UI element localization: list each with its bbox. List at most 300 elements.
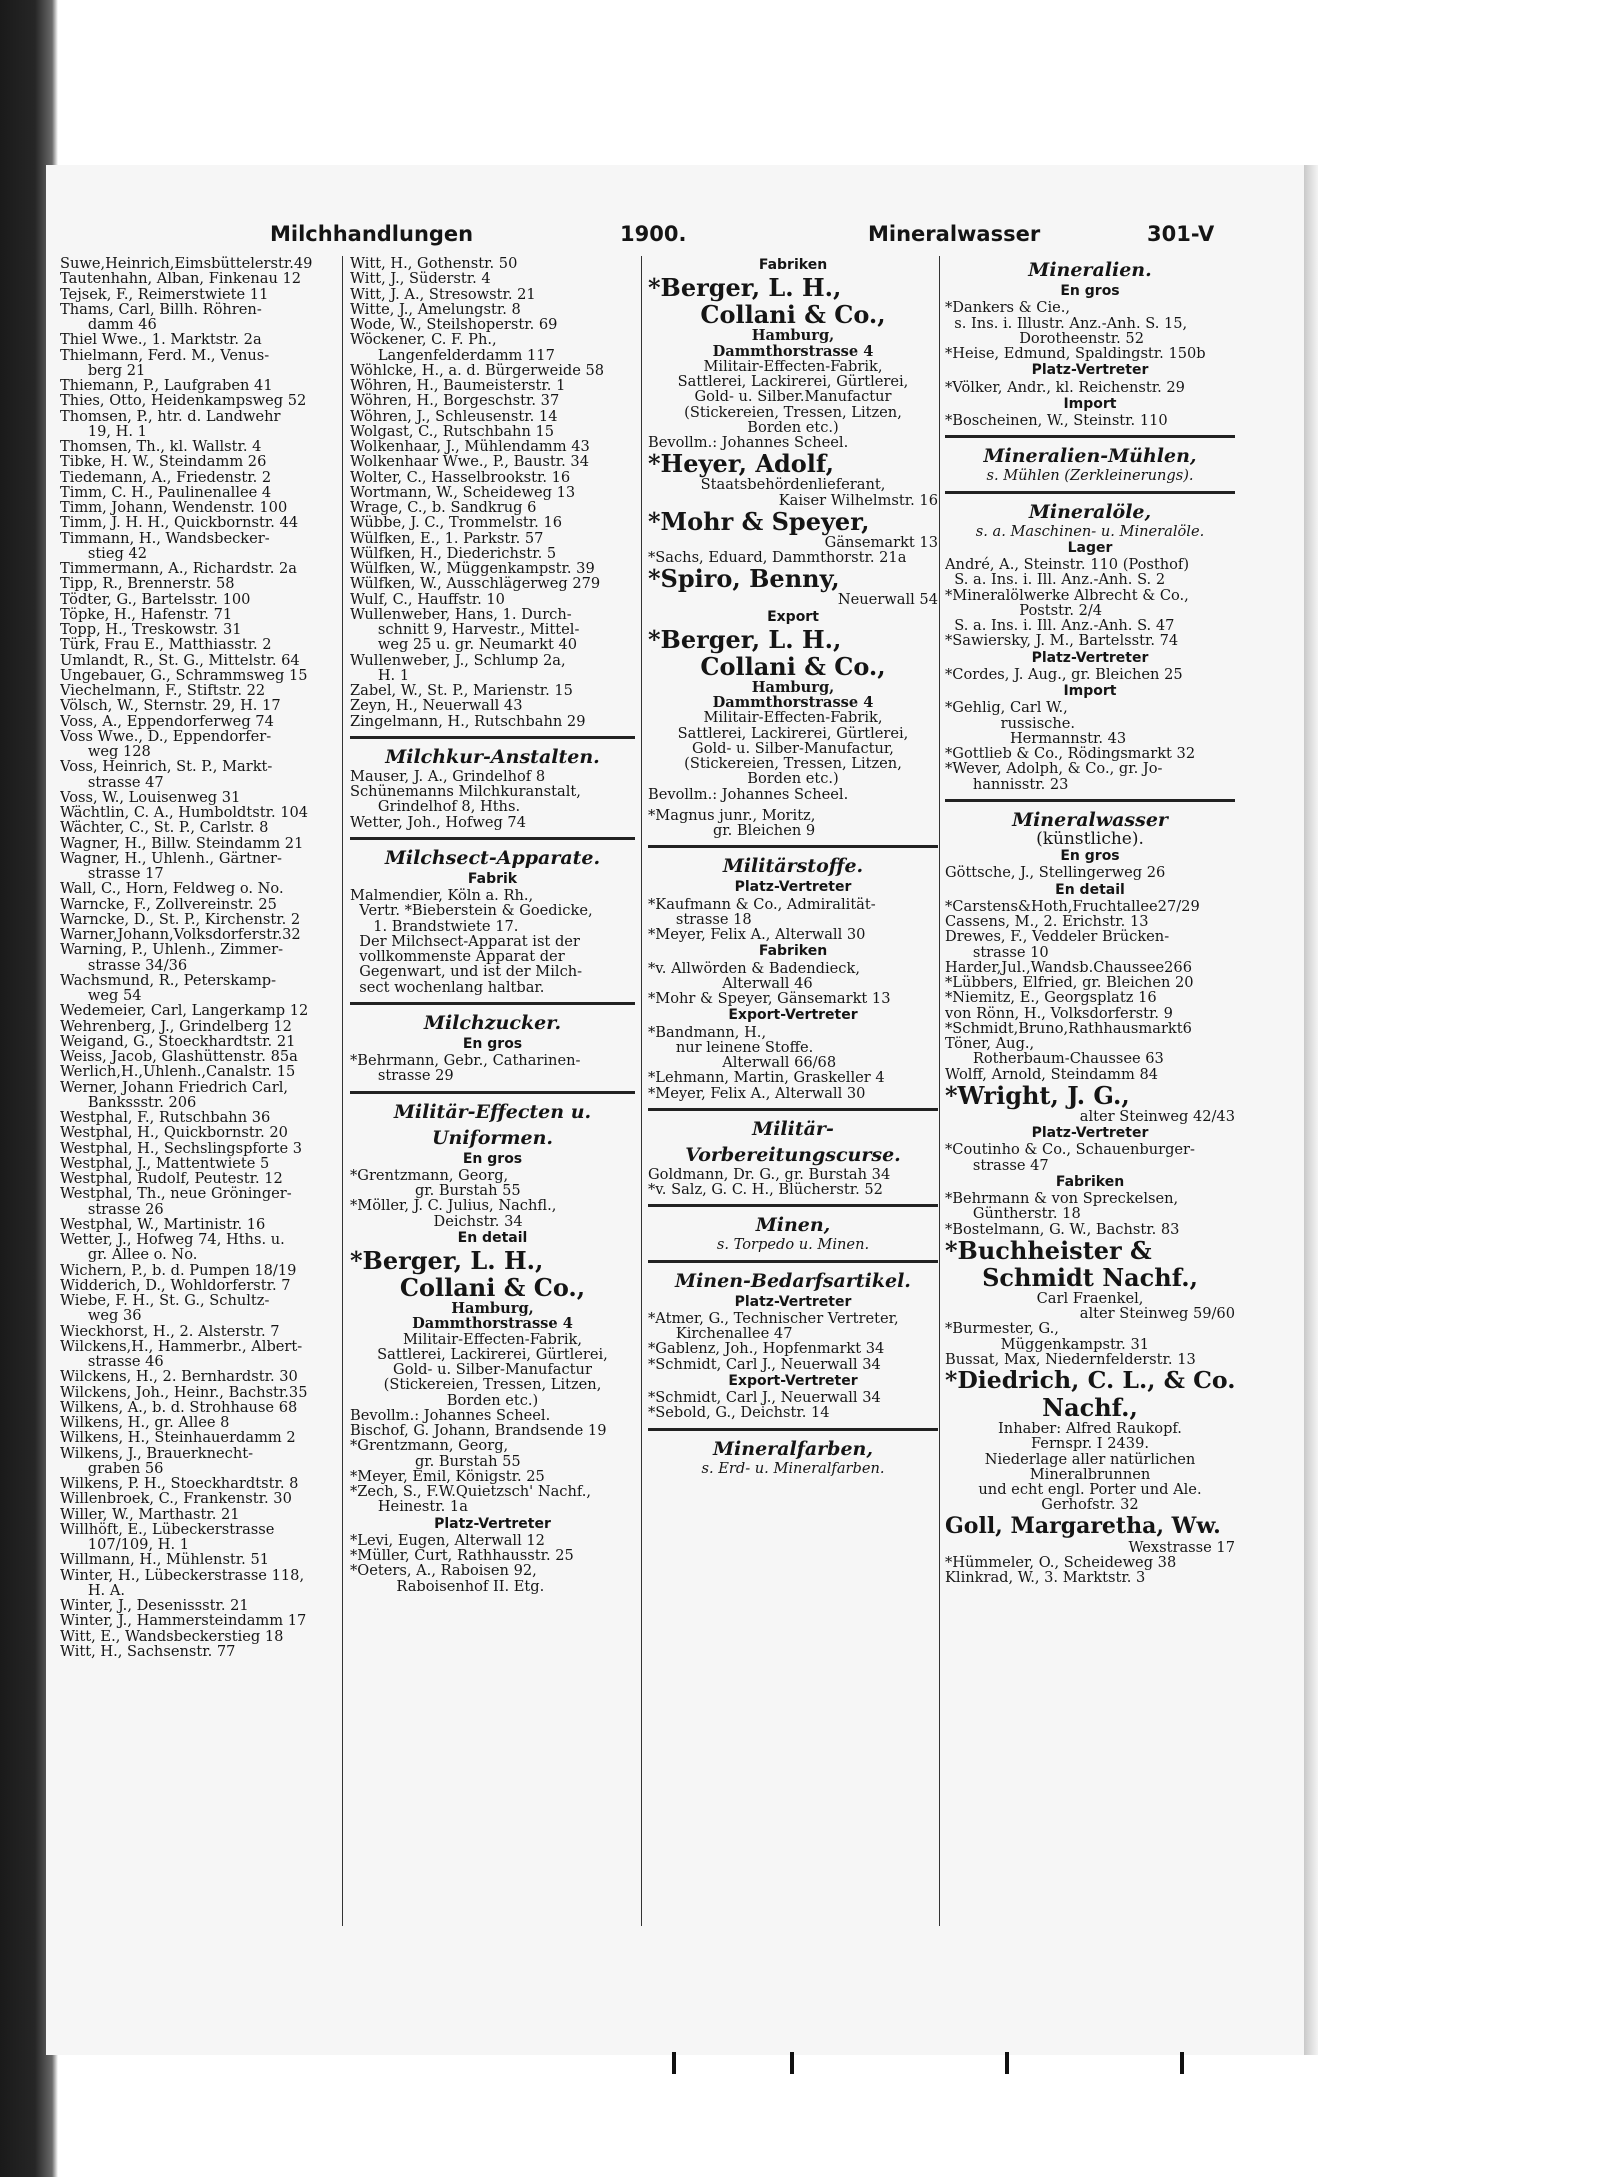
entry-line: Tejsek, F., Reimerstwiete 11 (60, 285, 269, 303)
entry-line: Niederlage aller natürlichen (984, 1450, 1196, 1468)
entry-line: *Grentzmann, Georg, (350, 1437, 509, 1455)
section-rule (350, 1002, 635, 1005)
entry-line: *Möller, J. C. Julius, Nachfl., (350, 1197, 557, 1215)
entry-line: strasse 10 (945, 943, 1049, 961)
section-title: Minen, (755, 1214, 831, 1237)
section-rule (648, 1108, 938, 1111)
entry-line: Militair-Effecten-Fabrik, (402, 1330, 583, 1348)
subheading: Export-Vertreter (728, 1372, 858, 1389)
entry-line: Wächtlin, C. A., Humboldtstr. 104 (60, 804, 309, 821)
cross-reference: s. Erd- u. Mineralfarben. (701, 1459, 885, 1477)
entry-line: Warning, P., Uhlenh., Zimmer- (60, 941, 284, 959)
entry-line: Wolkenhaar, J., Mühlendamm 43 (350, 438, 590, 455)
entry-line: Wöhlcke, H., a. d. Bürgerweide 58 (350, 361, 605, 379)
entry-line: *Mineralölwerke Albrecht & Co., (945, 586, 1189, 604)
subheading: Fabriken (758, 257, 828, 273)
entry-line: Wübbe, J. C., Trommelstr. 16 (350, 514, 563, 532)
advert-name: Collani & Co., (700, 651, 886, 681)
entry-line: Bussat, Max, Niedernfelderstr. 13 (945, 1350, 1196, 1368)
section-title: Vorbereitungscurse. (685, 1143, 901, 1166)
entry-line: alter Steinweg 42/43 (1079, 1107, 1235, 1125)
entry-line: Winter, H., Lübeckerstrasse 118, (60, 1566, 305, 1584)
entry-line: Wagner, H., Billw. Steindamm 21 (60, 834, 304, 852)
entry-line: Gänsemarkt 13 (824, 533, 938, 551)
subheading: Platz-Vertreter (434, 1515, 551, 1532)
entry-line: Wolkenhaar Wwe., P., Baustr. 34 (350, 453, 589, 471)
advert-bevollm: Bevollm.: Johannes Scheel. (648, 785, 849, 803)
milchhandlungen-continued (350, 256, 635, 729)
entry-line: Witt, J., Süderstr. 4 (350, 270, 491, 288)
entry-line: H. A. (60, 1581, 126, 1599)
entry-line: Wetter, Joh., Hofweg 74 (350, 813, 527, 831)
section-entries (945, 667, 1235, 682)
entry-line: *Meyer, Felix A., Alterwall 30 (648, 926, 866, 943)
entry-line: Wolff, Arnold, Steindamm 84 (945, 1065, 1159, 1083)
subheading: En gros (462, 1150, 523, 1167)
subheading: Import (1063, 395, 1117, 412)
entry-line: Völsch, W., Sternstr. 29, H. 17 (60, 697, 281, 715)
entry-line: Grindelhof 8, Hths. (350, 798, 521, 816)
subheading: Platz-Vertreter (1031, 649, 1149, 666)
entry-line: Wöckener, C. F. Ph., (350, 331, 497, 349)
entry-line: berg 21 (60, 361, 146, 379)
entry-line: Wilkens, H., Steinhauerdamm 2 (60, 1429, 296, 1447)
entry-line: Wilckens, Joh., Heinr., Bachstr.35 (60, 1383, 308, 1401)
entry-line: strasse 18 (648, 910, 752, 928)
entry-line: Viechelmann, F., Stiftstr. 22 (60, 682, 266, 699)
advert-lines (648, 359, 938, 435)
section-title: Militär-Effecten u. (393, 1100, 592, 1123)
entry-line: Wülfken, E., 1. Parkstr. 57 (350, 529, 544, 547)
section-title: Milchsect-Apparate. (384, 846, 601, 869)
advert-name: *Wright, J. G., (945, 1080, 1130, 1110)
entry-line: Wilckens,H., Hammerbr., Albert- (60, 1337, 303, 1355)
section-rule (648, 1204, 938, 1207)
entry-line: Wexstrasse 17 (1128, 1538, 1235, 1556)
entry-line: Sattlerei, Lackirerei, Gürtlerei, (677, 724, 909, 742)
section-entries (945, 1142, 1235, 1173)
entry-line: Tautenhahn, Alban, Finkenau 12 (60, 270, 302, 288)
entry-line: Wortmann, W., Scheideweg 13 (350, 483, 576, 501)
advert-city: Hamburg, (451, 1300, 534, 1317)
entry-line: Raboisenhof II. Etg. (350, 1577, 545, 1595)
section-entries (648, 1025, 938, 1101)
entry-line: Wächter, C., St. P., Carlstr. 8 (60, 819, 269, 837)
entry-line: Wülfken, W., Müggenkampstr. 39 (350, 560, 595, 577)
entry-line: gr. Burstah 55 (350, 1182, 521, 1199)
section-title: Militärstoffe. (722, 855, 864, 878)
section-entries (350, 1168, 635, 1229)
entry-line: Militair-Effecten-Fabrik, (703, 357, 883, 375)
entry-line: *Dankers & Cie., (945, 299, 1071, 317)
entry-line: gr. Bleichen 9 (648, 822, 816, 839)
entry-line: *Gottlieb & Co., Rödingsmarkt 32 (945, 745, 1196, 762)
entry-line: Willer, W., Marthastr. 21 (60, 1505, 240, 1523)
entry-line: strasse 47 (60, 773, 164, 791)
subheading: Fabriken (1055, 1173, 1125, 1190)
entry-line: Sattlerei, Lackirerei, Gürtlerei, (377, 1345, 608, 1363)
entry-line: schnitt 9, Harvestr., Mittel- (350, 621, 580, 638)
advert-name: Collani & Co., (399, 1273, 586, 1302)
entry-line: Wulf, C., Hauffstr. 10 (350, 590, 505, 608)
running-head-year: 1900. (620, 222, 687, 246)
entry-line: Wilkens, J., Brauerknecht- (60, 1444, 254, 1462)
entry-line: Westphal, Rudolf, Peutestr. 12 (60, 1170, 283, 1187)
column-3 (648, 256, 938, 1936)
entry-line: Zabel, W., St. P., Marienstr. 15 (350, 682, 573, 699)
entry-line: Westphal, H., Sechslingspforte 3 (60, 1139, 303, 1157)
section-rule (648, 1428, 938, 1431)
entry-line: Timmermann, A., Richardstr. 2a (60, 560, 297, 577)
entry-line: Deichstr. 34 (350, 1212, 523, 1230)
entry-line: Wolgast, C., Rutschbahn 15 (350, 422, 555, 440)
entry-line: Suwe,Heinrich,Eimsbüttelerstr.49 (60, 256, 313, 272)
section-entries (945, 300, 1235, 361)
entry-line: Timm, C. H., Paulinenallee 4 (60, 483, 272, 501)
entry-line: Malmendier, Köln a. Rh., (350, 887, 534, 904)
section-title: Mineralöle, (1028, 500, 1152, 523)
entry-line: Ungebauer, G., Schrammsweg 15 (60, 666, 308, 684)
entry-line: Wolter, C., Hasselbrookstr. 16 (350, 468, 571, 486)
section-entries (945, 899, 1235, 1082)
entry-line: *Oeters, A., Raboisen 92, (350, 1562, 537, 1580)
entry-line: Langenfelderdamm 117 (350, 346, 555, 364)
entry-line: Schünemanns Milchkuranstalt, (350, 783, 581, 800)
entry-line: Rotherbaum-Chaussee 63 (945, 1050, 1164, 1068)
section-entries (945, 413, 1235, 428)
entry-line: *Behrmann, Gebr., Catharinen- (350, 1052, 581, 1069)
entry-line: Klinkrad, W., 3. Marktstr. 3 (945, 1569, 1146, 1586)
entry-line: von Rönn, H., Volksdorferstr. 9 (945, 1004, 1173, 1022)
entry-line: *Sawiersky, J. M., Bartelsstr. 74 (945, 632, 1179, 650)
entry-line: Voss, W., Louisenweg 31 (60, 788, 241, 806)
cross-reference: s. Mühlen (Zerkleinerungs). (986, 467, 1194, 485)
subheading: Fabrik (467, 870, 518, 887)
section-entries (648, 1167, 938, 1198)
scan-mark (672, 2052, 676, 2074)
entry-line: Wachsmund, R., Peterskamp- (60, 971, 277, 989)
section-title: Milchzucker. (423, 1011, 562, 1034)
advert-name: *Spiro, Benny, (648, 564, 840, 594)
section-title: Uniformen. (431, 1126, 554, 1149)
entry-line: Goldmann, Dr. G., gr. Burstah 34 (648, 1165, 891, 1183)
entry-line: russische. (945, 714, 1076, 732)
entry-line: H. 1 (350, 666, 410, 684)
entry-line: Vertr. *Bieberstein & Goedicke, (350, 902, 593, 920)
entry-line: strasse 29 (350, 1067, 454, 1085)
subheading: En gros (462, 1035, 523, 1052)
subheading: Platz-Vertreter (1031, 362, 1149, 379)
entry-line: Heinestr. 1a (350, 1498, 468, 1516)
entry-line: *v. Allwörden & Badendieck, (648, 959, 860, 977)
scan-mark (1005, 2052, 1009, 2074)
entry-line: Thomsen, Th., kl. Wallstr. 4 (60, 438, 262, 455)
entry-line: Tipp, R., Brennerstr. 58 (60, 575, 235, 593)
entry-line: Thiel Wwe., 1. Marktstr. 2a (60, 331, 262, 349)
section-title: Mineralfarben, (713, 1437, 873, 1460)
entry-line: strasse 26 (60, 1200, 164, 1218)
advert-name: Schmidt Nachf., (982, 1262, 1198, 1292)
entry-line: Borden etc.) (747, 418, 839, 436)
entry-line: *Lehmann, Martin, Graskeller 4 (648, 1069, 885, 1087)
section-rule (350, 736, 635, 739)
section-rule (350, 837, 635, 840)
entry-line: *Grentzmann, Georg, (350, 1166, 509, 1184)
entry-line: sect wochenlang haltbar. (350, 978, 545, 996)
entry-line: *Völker, Andr., kl. Reichenstr. 29 (945, 378, 1185, 396)
advert-name: *Diedrich, C. L., & Co. (945, 1366, 1235, 1394)
entry-line: *Carstens&Hoth,Fruchtallee27/29 (945, 897, 1200, 915)
entry-line: Voss Wwe., D., Eppendorfer- (60, 727, 272, 745)
advert-bevollm: Bevollm.: Johannes Scheel. (648, 434, 849, 451)
entry-line: Winter, J., Desenissstr. 21 (60, 1597, 249, 1614)
entry-line: *Schmidt,Bruno,Rathhausmarkt6 (945, 1019, 1192, 1037)
entry-line: Voss, A., Eppendorferweg 74 (60, 712, 274, 730)
advert-city: Hamburg, (751, 327, 835, 345)
entry-line: Timmann, H., Wandsbecker- (60, 529, 270, 547)
page-number: 301-V (1147, 222, 1215, 246)
entry-line: Timm, J. H. H., Quickbornstr. 44 (60, 514, 299, 532)
section-entries (350, 769, 635, 830)
entry-line: S. a. Ins. i. Ill. Anz.-Anh. S. 2 (945, 571, 1166, 589)
entry-line: Gold- u. Silber-Manufactur (393, 1361, 592, 1378)
entry-line: gr. Burstah 55 (350, 1452, 521, 1470)
entry-line: 107/109, H. 1 (60, 1536, 190, 1553)
entry-line: Werlich,H.,Uhlenh.,Canalstr. 15 (60, 1063, 296, 1081)
entry-line: vollkommenste Apparat der (350, 948, 565, 965)
entry-line: Wöhren, H., Borgeschstr. 37 (350, 392, 560, 410)
entry-line: *Lübbers, Elfried, gr. Bleichen 20 (945, 974, 1194, 991)
section-rule (945, 799, 1235, 802)
subheading: Import (1063, 683, 1117, 699)
entry-line: Wrage, C., b. Sandkrug 6 (350, 499, 537, 516)
column-rule (342, 256, 343, 1926)
entry-line: Wehrenberg, J., Grindelberg 12 (60, 1017, 292, 1035)
entry-line: *Mohr & Speyer, Gänsemarkt 13 (648, 990, 891, 1007)
entry-line: Zeyn, H., Neuerwall 43 (350, 697, 523, 715)
advert-name: *Buchheister & (945, 1235, 1152, 1265)
entry-line: (Stickereien, Tressen, Litzen, (684, 403, 902, 421)
entry-line: Wilckens, H., 2. Bernhardstr. 30 (60, 1368, 298, 1386)
entry-line: Willmann, H., Mühlenstr. 51 (60, 1551, 270, 1569)
subheading: Platz-Vertreter (734, 879, 852, 896)
entry-line: S. a. Ins. i. Ill. Anz.-Anh. S. 47 (945, 617, 1175, 634)
entry-line: Wullenweber, J., Schlump 2a, (350, 651, 566, 669)
advert-name: *Berger, L. H., (350, 1246, 544, 1275)
entry-line: Thiemann, P., Laufgraben 41 (60, 377, 273, 394)
section-entries (350, 1053, 635, 1084)
entry-line: Harder,Jul.,Wandsb.Chaussee266 (945, 958, 1193, 976)
column-4 (945, 256, 1235, 1936)
entry-line: Fernspr. I 2439. (1030, 1435, 1149, 1453)
entry-line: *Gablenz, Joh., Hopfenmarkt 34 (648, 1340, 885, 1358)
section-rule (945, 491, 1235, 494)
entry-line: Militair-Effecten-Fabrik, (703, 709, 883, 727)
entry-line: Wülfken, W., Ausschlägerweg 279 (350, 575, 601, 593)
entry-line: Cassens, M., 2. Erichstr. 13 (945, 913, 1149, 930)
entry-line: *Bostelmann, G. W., Bachstr. 83 (945, 1220, 1180, 1238)
section-title: Mineralien-Mühlen, (983, 445, 1197, 468)
entry-line: Wode, W., Steilshoperstr. 69 (350, 316, 558, 333)
entry-line: *Zech, S., F.W.Quietzsch' Nachf., (350, 1483, 592, 1500)
section-entries (945, 1321, 1235, 1367)
entry-line: Dorotheenstr. 52 (945, 329, 1144, 347)
entry-line: Kirchenallee 47 (648, 1325, 793, 1342)
entry-line: weg 36 (60, 1307, 142, 1325)
entry-line: *Wever, Adolph, & Co., gr. Jo- (945, 760, 1163, 778)
advert-lines (945, 1421, 1235, 1513)
entry-line: Weigand, G., Stoeckhardtstr. 21 (60, 1032, 296, 1050)
entry-line: Güntherstr. 18 (945, 1205, 1081, 1223)
entry-line: Westphal, H., Quickbornstr. 20 (60, 1124, 288, 1142)
entry-line: Winter, J., Hammersteindamm 17 (60, 1612, 307, 1630)
entry-line: Neuerwall 54 (837, 591, 938, 609)
entry-line: Sattlerei, Lackirerei, Gürtlerei, (677, 373, 909, 390)
subheading: En detail (1055, 881, 1125, 898)
entry-line: Hermannstr. 43 (945, 729, 1127, 747)
entry-line: 1. Brandstwiete 17. (350, 917, 519, 935)
entry-line: Wagner, H., Uhlenh., Gärtner- (60, 849, 282, 867)
entry-line: strasse 47 (945, 1156, 1049, 1174)
entry-line: Gegenwart, und ist der Milch- (350, 963, 583, 981)
entry-line: Mineralbrunnen (1029, 1465, 1151, 1483)
entry-line: Borden etc.) (747, 770, 839, 788)
entry-line: (Stickereien, Tressen, Litzen, (383, 1376, 602, 1394)
section-rule (648, 1260, 938, 1263)
entry-line: *Magnus junr., Moritz, (648, 806, 816, 824)
entry-line: 19, H. 1 (60, 422, 147, 440)
advert-street: Dammthorstrasse 4 (712, 342, 874, 360)
entry-line: Wilkens, A., b. d. Strohhause 68 (60, 1398, 298, 1416)
entry-line: *Meyer, Felix A., Alterwall 30 (648, 1084, 866, 1102)
entry-line: Witt, H., Gothenstr. 50 (350, 256, 518, 272)
entry-line: Thielmann, Ferd. M., Venus- (60, 346, 270, 364)
entry-line: weg 128 (60, 743, 151, 760)
section-entries (945, 1191, 1235, 1237)
section-entries (350, 888, 635, 995)
entry-line: *Niemitz, E., Georgsplatz 16 (945, 989, 1157, 1007)
section-entries (945, 700, 1235, 792)
entry-line: Wilkens, H., gr. Allee 8 (60, 1414, 230, 1431)
entry-line: nur leinene Stoffe. (648, 1038, 814, 1056)
entry-line: Wichern, P., b. d. Pumpen 18/19 (60, 1261, 297, 1279)
subheading: Platz-Vertreter (1031, 1125, 1149, 1141)
column-2 (350, 256, 635, 1936)
entry-line: strasse 46 (60, 1353, 164, 1370)
section-title: Militär- (752, 1117, 834, 1140)
subheading: Platz-Vertreter (734, 1293, 852, 1310)
advert-street: Dammthorstrasse 4 (412, 1315, 573, 1333)
entry-line: *Atmer, G., Technischer Vertreter, (648, 1309, 899, 1327)
entry-line: Wullenweber, Hans, 1. Durch- (350, 605, 572, 623)
entry-line: Willhöft, E., Lübeckerstrasse (60, 1520, 275, 1538)
entry-line: Töner, Aug., (945, 1035, 1035, 1052)
entry-line: *Kaufmann & Co., Admiralität- (648, 895, 876, 913)
entry-line: stieg 42 (60, 544, 148, 562)
entry-line: *Burmester, G., (945, 1320, 1059, 1338)
advert-city: Hamburg, (751, 678, 835, 696)
entry-line: Warncke, D., St. P., Kirchenstr. 2 (60, 910, 301, 928)
entry-line: damm 46 (60, 316, 157, 333)
entry-line: strasse 17 (60, 865, 164, 882)
entry-line: Wöhren, H., Baumeisterstr. 1 (350, 377, 566, 394)
entry-line: Bankssstr. 206 (60, 1093, 197, 1111)
entry-line: Carl Fraenkel, (1036, 1289, 1144, 1307)
section-entries (945, 865, 1235, 880)
entry-line: *Sebold, G., Deichstr. 14 (648, 1404, 830, 1422)
entry-line: *Behrmann & von Spreckelsen, (945, 1190, 1179, 1207)
entry-line: Alterwall 66/68 (648, 1054, 837, 1071)
entry-line: Poststr. 2/4 (945, 601, 1103, 619)
page-header (60, 222, 1215, 252)
entry-line: Umlandt, R., St. G., Mittelstr. 64 (60, 651, 300, 669)
entry-line: Thies, Otto, Heidenkampsweg 52 (60, 392, 307, 410)
section-title: Mineralwasser (1012, 808, 1168, 831)
entry-line: *Sachs, Eduard, Dammthorstr. 21a (648, 549, 907, 566)
section-title: Minen-Bedarfsartikel. (675, 1269, 911, 1292)
entry-line: graben 56 (60, 1459, 164, 1477)
entry-line: Gerhofstr. 32 (1041, 1496, 1139, 1514)
section-entries (350, 1533, 635, 1594)
entry-line: Westphal, F., Rutschbahn 36 (60, 1109, 271, 1126)
advert-lines (350, 1332, 635, 1408)
section-entries (945, 557, 1235, 649)
entry-line: Witte, J., Amelungstr. 8 (350, 300, 521, 318)
entry-line: Tibke, H. W., Steindamm 26 (60, 453, 267, 471)
section-rule (648, 845, 938, 848)
entry-line: *Müller, Curt, Rathhausstr. 25 (350, 1547, 574, 1564)
section-title: Mineralien. (1028, 259, 1152, 281)
entry-line: Westphal, W., Martinistr. 16 (60, 1215, 266, 1233)
entry-line: Wiebe, F. H., St. G., Schultz- (60, 1292, 270, 1309)
subheading: Export-Vertreter (728, 1007, 858, 1024)
entry-line: *Heise, Edmund, Spaldingstr. 150b (945, 345, 1206, 362)
running-head-left: Milchhandlungen (270, 222, 474, 246)
entry-line: *Levi, Eugen, Alterwall 12 (350, 1531, 545, 1549)
subheading: En gros (1060, 283, 1120, 299)
entry-line: Witt, E., Wandsbeckerstieg 18 (60, 1627, 284, 1645)
advert-bevollm: Bevollm.: Johannes Scheel. (350, 1406, 551, 1424)
entry-line: *Meyer, Emil, Königstr. 25 (350, 1467, 545, 1485)
entry-line: André, A., Steinstr. 110 (Posthof) (945, 556, 1190, 573)
cross-reference: s. Torpedo u. Minen. (716, 1236, 870, 1254)
entry-line: Wülfken, H., Diederichstr. 5 (350, 544, 557, 562)
scan-mark (790, 2052, 794, 2074)
entry-line: Gold- u. Silber.Manufactur (694, 388, 892, 406)
subheading: En detail (457, 1229, 528, 1246)
section-entries (945, 380, 1235, 395)
entry-line: *Bandmann, H., (648, 1023, 767, 1041)
section-entries (648, 1390, 938, 1421)
advert-name: Nachf., (1042, 1393, 1138, 1422)
entry-line: *v. Salz, G. C. H., Blücherstr. 52 (648, 1181, 883, 1198)
entry-line: *Schmidt, Carl J., Neuerwall 34 (648, 1355, 881, 1373)
entry-line: Warncke, F., Zollvereinstr. 25 (60, 895, 277, 913)
entry-line: *Schmidt, Carl J., Neuerwall 34 (648, 1389, 881, 1406)
advert-name: *Berger, L. H., (648, 273, 842, 303)
entry-line: Witt, J. A., Stresowstr. 21 (350, 285, 536, 303)
section-entries (648, 961, 938, 1007)
advert-name: Goll, Margaretha, Ww. (945, 1512, 1221, 1539)
entry-line: gr. Allee o. No. (60, 1246, 198, 1264)
subheading: En gros (1060, 848, 1120, 864)
section-rule (350, 1091, 635, 1094)
entry-line: *Coutinho & Co., Schauenburger- (945, 1141, 1195, 1159)
column-rule (939, 256, 940, 1926)
entry-line: Thomsen, P., htr. d. Landwehr (60, 407, 281, 425)
entry-line: Türk, Frau E., Matthiasstr. 2 (60, 636, 272, 654)
column-1 (60, 256, 338, 1936)
